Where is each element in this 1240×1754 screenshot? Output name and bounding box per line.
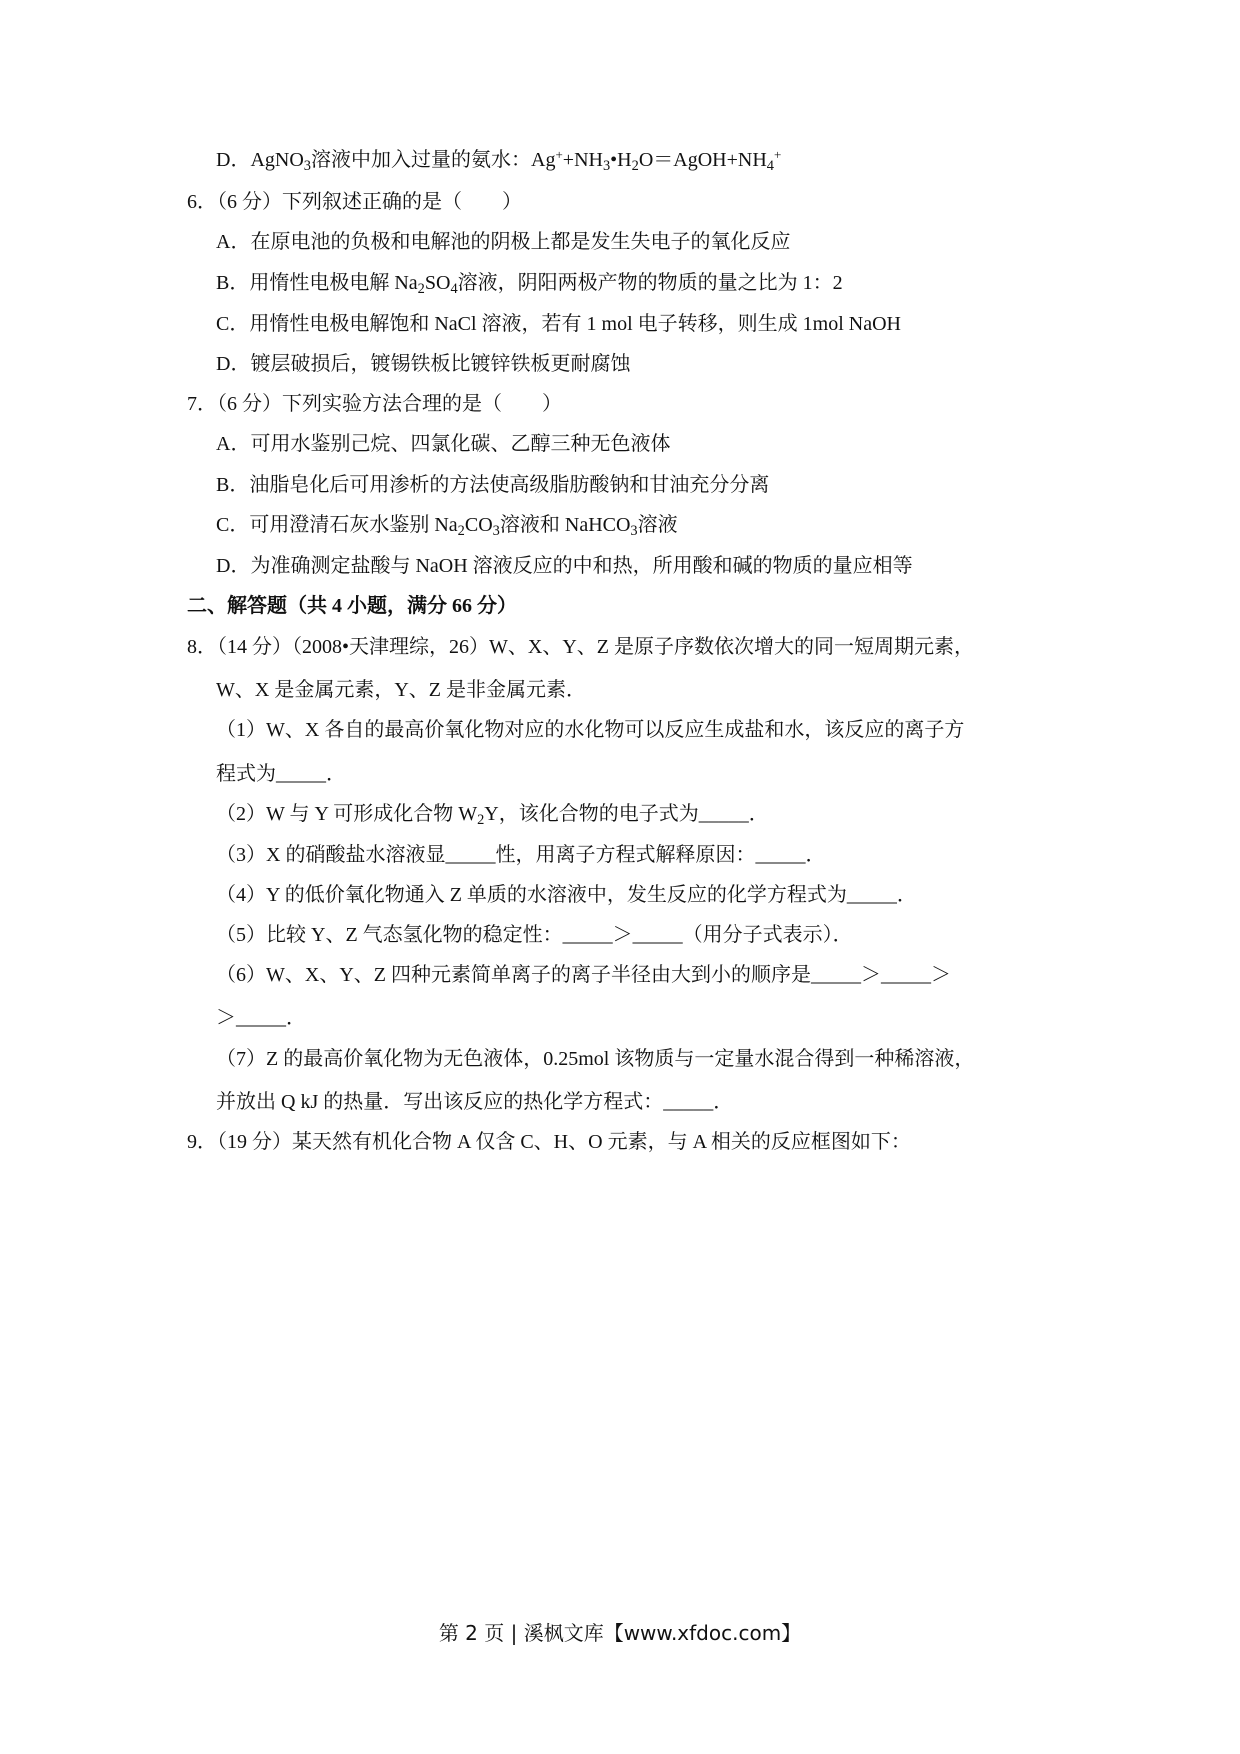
q8-part6-line1: （6）W、X、Y、Z 四种元素简单离子的离子半径由大到小的顺序是_____＞_____＞ — [216, 964, 951, 986]
q8-part4: （4）Y 的低价氧化物通入 Z 单质的水溶液中，发生反应的化学方程式为_____． — [216, 884, 917, 906]
q8-part3: （3）X 的硝酸盐水溶液显_____性，用离子方程式解释原因：_____． — [216, 844, 826, 866]
page-footer: 第 2 页 | 溪枫文库【www.xfdoc.com】 — [438, 1621, 802, 1645]
q8-part1-line2: 程式为_____． — [216, 763, 346, 785]
q8-part7-line2: 并放出 Q kJ 的热量．写出该反应的热化学方程式：_____． — [216, 1091, 734, 1113]
q7-option-a: A．可用水鉴别己烷、四氯化碳、乙醇三种无色液体 — [216, 433, 671, 455]
q6-stem: 6．（6 分）下列叙述正确的是（ ） — [187, 191, 522, 213]
q8-part2: （2）W 与 Y 可形成化合物 $W_2Y$，该化合物的电子式为_____． — [216, 803, 769, 829]
q6-option-b: B．用惰性电极电解 $Na_2SO_4$溶液，阴阳两极产物的物质的量之比为 1：2 — [216, 272, 843, 298]
q7-stem: 7．（6 分）下列实验方法合理的是（ ） — [187, 393, 562, 415]
q8-part5: （5）比较 Y、Z 气态氢化物的稳定性：_____＞_____（用分子式表示）． — [216, 924, 853, 946]
q7-option-b: B．油脂皂化后可用渗析的方法使高级脂肪酸钠和甘油充分分离 — [216, 474, 770, 496]
q5-option-d: D．AgNO$_3$溶液中加入过量的氨水：$Ag^++NH_3•H_2O=AgOH+NH_4^+$ — [216, 146, 782, 175]
q8-stem-line1: 8．（14 分）（2008•天津理综，26）W、X、Y、Z 是原子序数依次增大的同一短周期元素， — [187, 636, 974, 658]
q8-part1-line1: （1）W、X 各自的最高价氧化物对应的水化物可以反应生成盐和水，该反应的离子方 — [216, 719, 965, 741]
q7-option-d: D．为准确测定盐酸与 NaOH 溶液反应的中和热，所用酸和碱的物质的量应相等 — [216, 555, 913, 577]
section-heading: 二、解答题（共 4 小题，满分 66 分） — [187, 595, 517, 617]
q6-option-a: A．在原电池的负极和电解池的阴极上都是发生失电子的氧化反应 — [216, 231, 791, 253]
q8-stem-line2: W、X 是金属元素，Y、Z 是非金属元素． — [216, 679, 586, 701]
q7-option-c: C．可用澄清石灰水鉴别 $Na_2CO_3$溶液和 NaHCO$_3$溶液 — [216, 514, 678, 540]
q9-stem: 9．（19 分）某天然有机化合物 A 仅含 C、H、O 元素，与 A 相关的反应框图如下： — [187, 1131, 911, 1153]
q8-part6-line2: ＞_____． — [216, 1007, 306, 1029]
q6-option-d: D．镀层破损后，镀锡铁板比镀锌铁板更耐腐蚀 — [216, 353, 631, 375]
q8-part7-line1: （7）Z 的最高价氧化物为无色液体，0.25mol 该物质与一定量水混合得到一种稀溶液， — [216, 1048, 975, 1070]
q6-option-c: C．用惰性电极电解饱和 NaCl 溶液，若有 1 mol 电子转移，则生成 1mol NaOH — [216, 313, 901, 335]
